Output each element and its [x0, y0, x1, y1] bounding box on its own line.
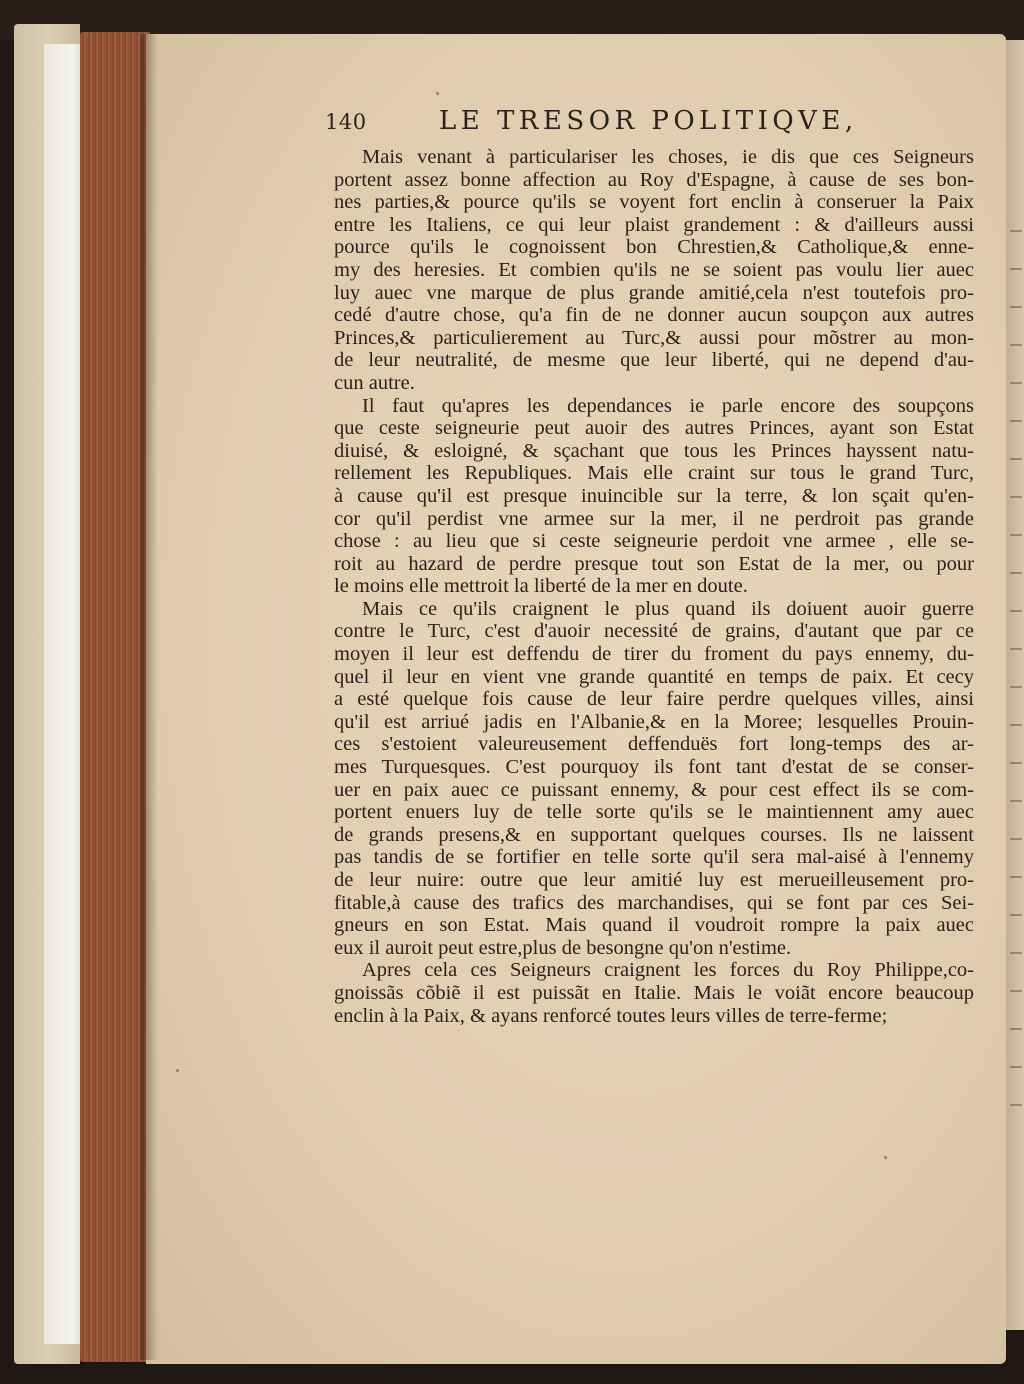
text-line: de leur nuire: outre que leur amitié luy est merueilleusement pro- [334, 869, 974, 891]
facing-page-show-through [1010, 230, 1022, 1130]
text-line: à cause qu'il est presque inuincible sur la terre, & lon sçait qu'en- [334, 484, 974, 507]
text-line: Mais venant à particulariser les choses, ie dis que ces Seigneurs [362, 146, 974, 168]
text-line: fitable,à cause des trafics des marchandises, qui se font par ces Sei- [334, 891, 974, 914]
text-line: Mais ce qu'ils craignent le plus quand ils doiuent auoir guerre [362, 597, 974, 620]
running-title: LE TRESOR POLITIQVE, [439, 106, 858, 136]
text-line: portent enuers luy de telle sorte qu'ils se le maintiennent amy auec [334, 801, 974, 824]
text-line: cun autre. [334, 371, 415, 394]
paragraph [334, 598, 974, 960]
paragraph [334, 146, 974, 395]
page-header [325, 106, 885, 146]
text-line: entre les Italiens, ce qui leur plaist grandement : & d'ailleurs aussi [334, 213, 974, 236]
text-line: pource qu'ils le cognoissent bon Chrestien,& Catholique,& enne- [334, 236, 974, 259]
text-line: gneurs en son Estat. Mais quand il voudroit rompre la paix auec [334, 914, 974, 937]
text-line: Apres cela ces Seigneurs craignent les forces du Roy Philippe,co- [362, 959, 974, 982]
paragraph [334, 959, 974, 1027]
text-line: quel il leur en vient vne grande quantité en temps de paix. Et cecy [334, 665, 974, 688]
text-line: diuisé, & esloigné, & sçachant que tous les Princes hayssent natu- [334, 439, 974, 462]
text-line: moyen il leur est deffendu de tirer du froment du pays ennemy, du- [334, 643, 974, 666]
text-line: a esté quelque fois cause de leur faire perdre quelques villes, ainsi [334, 688, 974, 711]
body-text [334, 146, 974, 1027]
flyleaf [44, 44, 84, 1344]
text-line: contre le Turc, c'est d'auoir necessité de grains, d'autant que par ce [334, 620, 974, 643]
text-line: cor qu'il perdist vne armee sur la mer, il ne perdroit pas grande [334, 507, 974, 530]
text-line: le moins elle mettroit la liberté de la mer en doute. [334, 575, 748, 598]
text-line: uer en paix auec ce puissant ennemy, & pour cest effect ils se com- [334, 778, 974, 801]
text-line: pas tandis de se fortifier en telle sorte qu'il sera mal-aisé à l'ennemy [334, 846, 974, 869]
text-line: my des heresies. Et combien qu'ils ne se soient pas voulu lier auec [334, 258, 974, 281]
text-line: chose : au lieu que si ceste seigneurie perdoit vne armee , elle se- [334, 530, 974, 553]
paragraph [334, 395, 974, 598]
text-line: roit au hazard de perdre presque tout son Estat de la mer, ou pour [334, 552, 974, 575]
text-line: qu'il est arriué jadis en l'Albanie,& en la Moree; lesquelles Prouin- [334, 710, 974, 733]
text-line: de grands presens,& en supportant quelques courses. Ils ne laissent [334, 823, 974, 846]
text-line: que ceste seigneurie peut auoir des autres Princes, ayant son Estat [334, 417, 974, 440]
text-line: cedé d'autre chose, qu'a fin de ne donner aucun soupçon aux autres [334, 304, 974, 327]
text-line: rellement les Republiques. Mais elle craint sur tous le grand Turc, [334, 462, 974, 485]
text-line: gnoissãs cõbiẽ il est puissãt en Italie. Mais le voiãt encore beaucoup [334, 981, 974, 1004]
text-line: nes parties,& pource qu'ils se voyent fort enclin à conseruer la Paix [334, 191, 974, 214]
text-line: portent assez bonne affection au Roy d'Espagne, à cause de ses bon- [334, 168, 974, 191]
text-line: de leur neutralité, de mesme que leur liberté, qui ne depend d'au- [334, 349, 974, 372]
gutter-shadow [140, 34, 158, 1360]
text-line: eux il auroit peut estre,plus de besongne qu'on n'estime. [334, 936, 792, 959]
page-number: 140 [325, 110, 367, 134]
text-line: ces s'estoient valeureusement deffenduës fort long-temps des ar- [334, 733, 974, 756]
text-line: Il faut qu'apres les dependances ie parle encore des soupçons [362, 394, 974, 417]
text-line: Princes,& particulierement au Turc,& aussi pour mõstrer au mon- [334, 326, 974, 349]
text-line: luy auec vne marque de plus grande amitié,cela n'est toutefois pro- [334, 281, 974, 304]
text-line: mes Turquesques. C'est pourquoy ils font tant d'estat de se conser- [334, 756, 974, 779]
text-line: enclin à la Paix, & ayans renforcé toutes leurs villes de terre-ferme; [334, 1004, 888, 1027]
